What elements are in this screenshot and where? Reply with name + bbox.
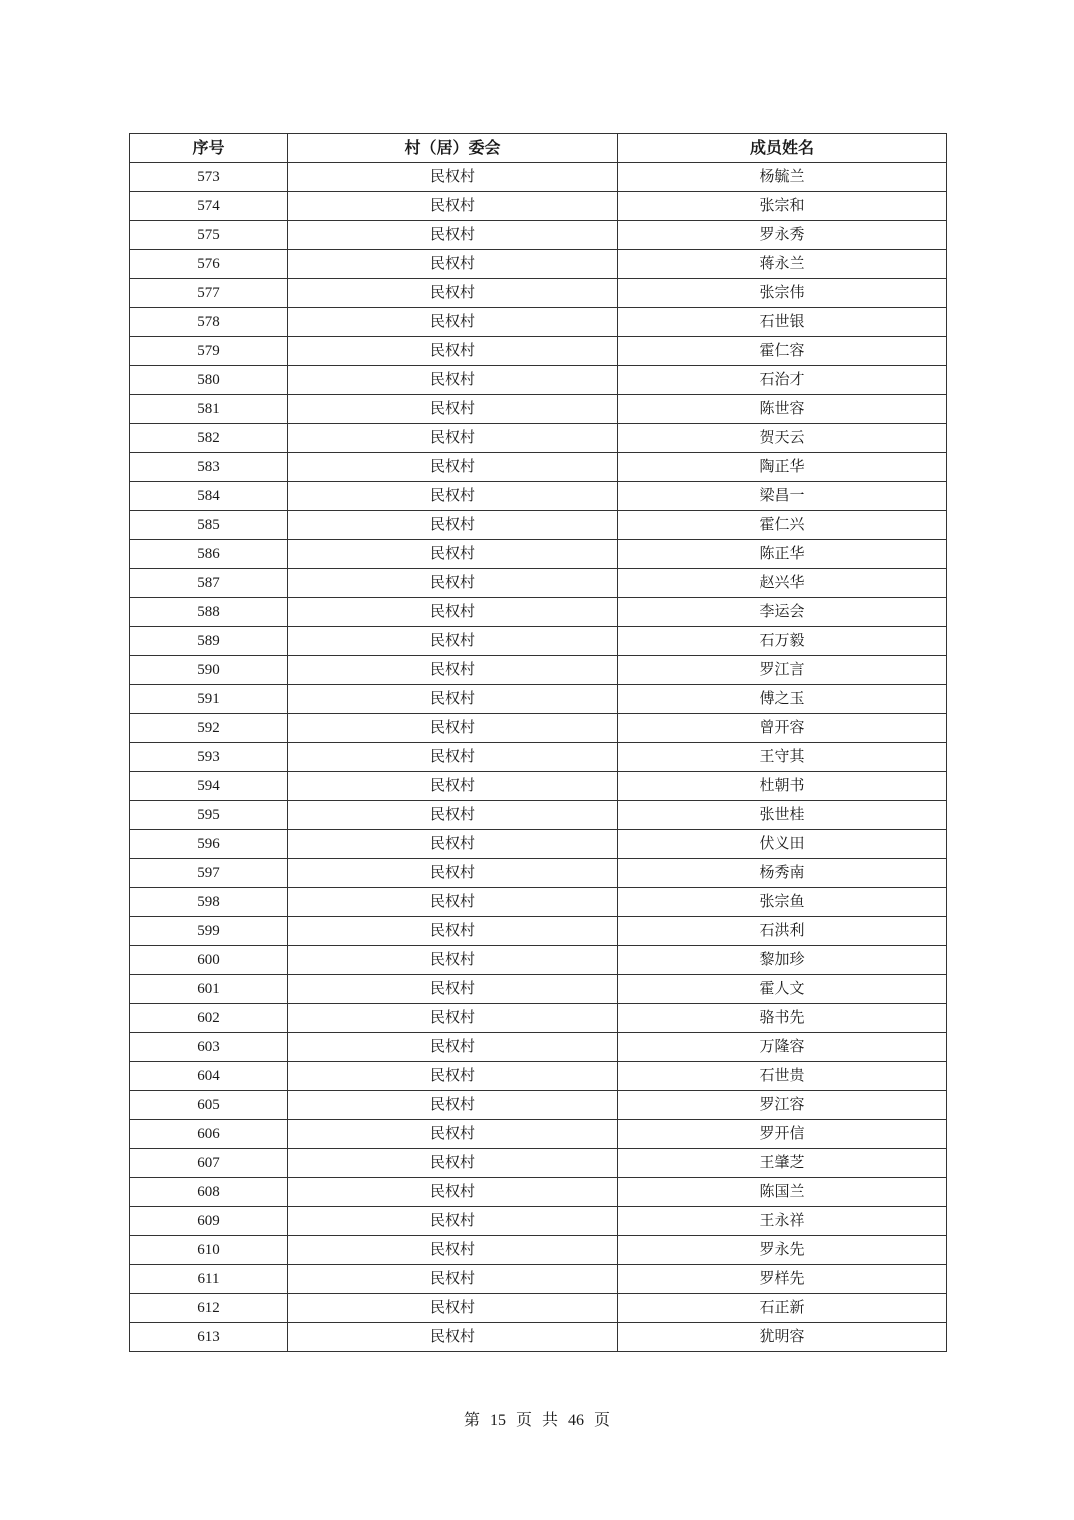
table-row	[130, 540, 947, 569]
member-table	[129, 133, 947, 1352]
cell-committee: 民权村	[288, 337, 618, 366]
cell-member-name: 张宗伟	[618, 279, 947, 308]
cell-committee: 民权村	[288, 1033, 618, 1062]
cell-member-name: 张宗和	[618, 192, 947, 221]
cell-committee: 民权村	[288, 1323, 618, 1352]
cell-member-name: 罗永秀	[618, 221, 947, 250]
cell-committee: 民权村	[288, 192, 618, 221]
cell-committee: 民权村	[288, 163, 618, 192]
cell-index: 585	[130, 511, 288, 540]
cell-index: 576	[130, 250, 288, 279]
cell-member-name: 杨毓兰	[618, 163, 947, 192]
table-row	[130, 1033, 947, 1062]
cell-committee: 民权村	[288, 1207, 618, 1236]
cell-committee: 民权村	[288, 221, 618, 250]
cell-index: 573	[130, 163, 288, 192]
cell-index: 594	[130, 772, 288, 801]
cell-index: 598	[130, 888, 288, 917]
cell-member-name: 王永祥	[618, 1207, 947, 1236]
cell-index: 601	[130, 975, 288, 1004]
cell-committee: 民权村	[288, 946, 618, 975]
cell-index: 575	[130, 221, 288, 250]
table-row	[130, 1323, 947, 1352]
table-header	[130, 134, 947, 163]
cell-index: 582	[130, 424, 288, 453]
cell-index: 599	[130, 917, 288, 946]
cell-member-name: 罗开信	[618, 1120, 947, 1149]
table-row	[130, 946, 947, 975]
table-row	[130, 743, 947, 772]
cell-index: 610	[130, 1236, 288, 1265]
cell-committee: 民权村	[288, 279, 618, 308]
cell-index: 584	[130, 482, 288, 511]
table-row	[130, 366, 947, 395]
cell-member-name: 霍仁容	[618, 337, 947, 366]
table-row	[130, 308, 947, 337]
cell-index: 602	[130, 1004, 288, 1033]
cell-index: 580	[130, 366, 288, 395]
table-row	[130, 569, 947, 598]
cell-member-name: 石世银	[618, 308, 947, 337]
cell-member-name: 张宗鱼	[618, 888, 947, 917]
cell-index: 600	[130, 946, 288, 975]
table-row	[130, 221, 947, 250]
cell-committee: 民权村	[288, 1236, 618, 1265]
cell-member-name: 傅之玉	[618, 685, 947, 714]
footer-total-prefix: 共	[542, 1412, 559, 1429]
table-row	[130, 685, 947, 714]
cell-member-name: 伏义田	[618, 830, 947, 859]
cell-index: 603	[130, 1033, 288, 1062]
cell-member-name: 石正新	[618, 1294, 947, 1323]
cell-committee: 民权村	[288, 453, 618, 482]
cell-committee: 民权村	[288, 830, 618, 859]
cell-committee: 民权村	[288, 308, 618, 337]
table-row	[130, 1178, 947, 1207]
cell-committee: 民权村	[288, 482, 618, 511]
table-row	[130, 801, 947, 830]
cell-index: 604	[130, 1062, 288, 1091]
cell-member-name: 黎加珍	[618, 946, 947, 975]
cell-index: 593	[130, 743, 288, 772]
cell-committee: 民权村	[288, 1120, 618, 1149]
page-number: 15	[489, 1412, 506, 1429]
footer-total-unit: 页	[594, 1412, 611, 1429]
cell-index: 587	[130, 569, 288, 598]
table-row	[130, 163, 947, 192]
header-index: 序号	[130, 134, 288, 163]
table-row	[130, 830, 947, 859]
cell-committee: 民权村	[288, 975, 618, 1004]
cell-committee: 民权村	[288, 859, 618, 888]
cell-member-name: 霍仁兴	[618, 511, 947, 540]
cell-index: 608	[130, 1178, 288, 1207]
cell-member-name: 陈世容	[618, 395, 947, 424]
cell-member-name: 赵兴华	[618, 569, 947, 598]
cell-index: 605	[130, 1091, 288, 1120]
cell-member-name: 杨秀南	[618, 859, 947, 888]
header-committee: 村（居）委会	[288, 134, 618, 163]
cell-committee: 民权村	[288, 685, 618, 714]
table-row	[130, 917, 947, 946]
cell-index: 613	[130, 1323, 288, 1352]
cell-committee: 民权村	[288, 569, 618, 598]
table-row	[130, 250, 947, 279]
footer-prefix: 第	[463, 1412, 480, 1429]
cell-index: 589	[130, 627, 288, 656]
cell-member-name: 罗江言	[618, 656, 947, 685]
table-row	[130, 714, 947, 743]
header-member-name: 成员姓名	[618, 134, 947, 163]
table-row	[130, 859, 947, 888]
cell-member-name: 石世贵	[618, 1062, 947, 1091]
cell-index: 590	[130, 656, 288, 685]
header-row	[130, 134, 947, 163]
cell-index: 583	[130, 453, 288, 482]
cell-index: 586	[130, 540, 288, 569]
cell-member-name: 贺天云	[618, 424, 947, 453]
table-row	[130, 888, 947, 917]
cell-member-name: 犹明容	[618, 1323, 947, 1352]
cell-committee: 民权村	[288, 598, 618, 627]
cell-committee: 民权村	[288, 1004, 618, 1033]
table-row	[130, 1120, 947, 1149]
table-body	[130, 163, 947, 1352]
cell-member-name: 张世桂	[618, 801, 947, 830]
cell-index: 607	[130, 1149, 288, 1178]
cell-index: 595	[130, 801, 288, 830]
cell-committee: 民权村	[288, 1149, 618, 1178]
cell-member-name: 梁昌一	[618, 482, 947, 511]
cell-member-name: 陶正华	[618, 453, 947, 482]
cell-committee: 民权村	[288, 540, 618, 569]
table-row	[130, 627, 947, 656]
table-row	[130, 598, 947, 627]
total-pages: 46	[568, 1412, 585, 1429]
table-row	[130, 656, 947, 685]
table-row	[130, 482, 947, 511]
table-row	[130, 511, 947, 540]
cell-member-name: 罗永先	[618, 1236, 947, 1265]
cell-committee: 民权村	[288, 1062, 618, 1091]
cell-member-name: 曾开容	[618, 714, 947, 743]
table-row	[130, 1062, 947, 1091]
cell-index: 588	[130, 598, 288, 627]
cell-index: 577	[130, 279, 288, 308]
cell-member-name: 王守其	[618, 743, 947, 772]
table-row	[130, 1004, 947, 1033]
cell-index: 581	[130, 395, 288, 424]
cell-committee: 民权村	[288, 627, 618, 656]
cell-committee: 民权村	[288, 772, 618, 801]
cell-committee: 民权村	[288, 1265, 618, 1294]
cell-member-name: 石万毅	[618, 627, 947, 656]
cell-member-name: 霍人文	[618, 975, 947, 1004]
table-row	[130, 337, 947, 366]
cell-index: 606	[130, 1120, 288, 1149]
cell-committee: 民权村	[288, 1091, 618, 1120]
footer-page-unit: 页	[515, 1412, 532, 1429]
table-row	[130, 1265, 947, 1294]
page-footer	[0, 1410, 1074, 1432]
cell-committee: 民权村	[288, 1294, 618, 1323]
table-row	[130, 279, 947, 308]
table-row	[130, 424, 947, 453]
cell-committee: 民权村	[288, 1178, 618, 1207]
table-row	[130, 1207, 947, 1236]
cell-index: 611	[130, 1265, 288, 1294]
cell-committee: 民权村	[288, 366, 618, 395]
table-row	[130, 1236, 947, 1265]
cell-index: 578	[130, 308, 288, 337]
cell-committee: 民权村	[288, 511, 618, 540]
cell-index: 597	[130, 859, 288, 888]
cell-index: 609	[130, 1207, 288, 1236]
cell-member-name: 杜朝书	[618, 772, 947, 801]
cell-committee: 民权村	[288, 888, 618, 917]
cell-member-name: 万隆容	[618, 1033, 947, 1062]
cell-committee: 民权村	[288, 424, 618, 453]
cell-committee: 民权村	[288, 714, 618, 743]
cell-index: 574	[130, 192, 288, 221]
table-row	[130, 975, 947, 1004]
cell-committee: 民权村	[288, 917, 618, 946]
cell-committee: 民权村	[288, 395, 618, 424]
table-row	[130, 453, 947, 482]
cell-committee: 民权村	[288, 743, 618, 772]
cell-committee: 民权村	[288, 801, 618, 830]
cell-member-name: 王肇芝	[618, 1149, 947, 1178]
table-row	[130, 1294, 947, 1323]
cell-member-name: 罗样先	[618, 1265, 947, 1294]
cell-member-name: 石治才	[618, 366, 947, 395]
cell-committee: 民权村	[288, 656, 618, 685]
cell-member-name: 陈正华	[618, 540, 947, 569]
cell-index: 596	[130, 830, 288, 859]
cell-member-name: 陈国兰	[618, 1178, 947, 1207]
cell-committee: 民权村	[288, 250, 618, 279]
table-row	[130, 192, 947, 221]
cell-index: 579	[130, 337, 288, 366]
table-row	[130, 1091, 947, 1120]
cell-member-name: 石洪利	[618, 917, 947, 946]
table-row	[130, 395, 947, 424]
cell-member-name: 骆书先	[618, 1004, 947, 1033]
cell-index: 591	[130, 685, 288, 714]
cell-index: 592	[130, 714, 288, 743]
cell-member-name: 蒋永兰	[618, 250, 947, 279]
cell-member-name: 罗江容	[618, 1091, 947, 1120]
cell-member-name: 李运会	[618, 598, 947, 627]
table-row	[130, 772, 947, 801]
cell-index: 612	[130, 1294, 288, 1323]
table-row	[130, 1149, 947, 1178]
